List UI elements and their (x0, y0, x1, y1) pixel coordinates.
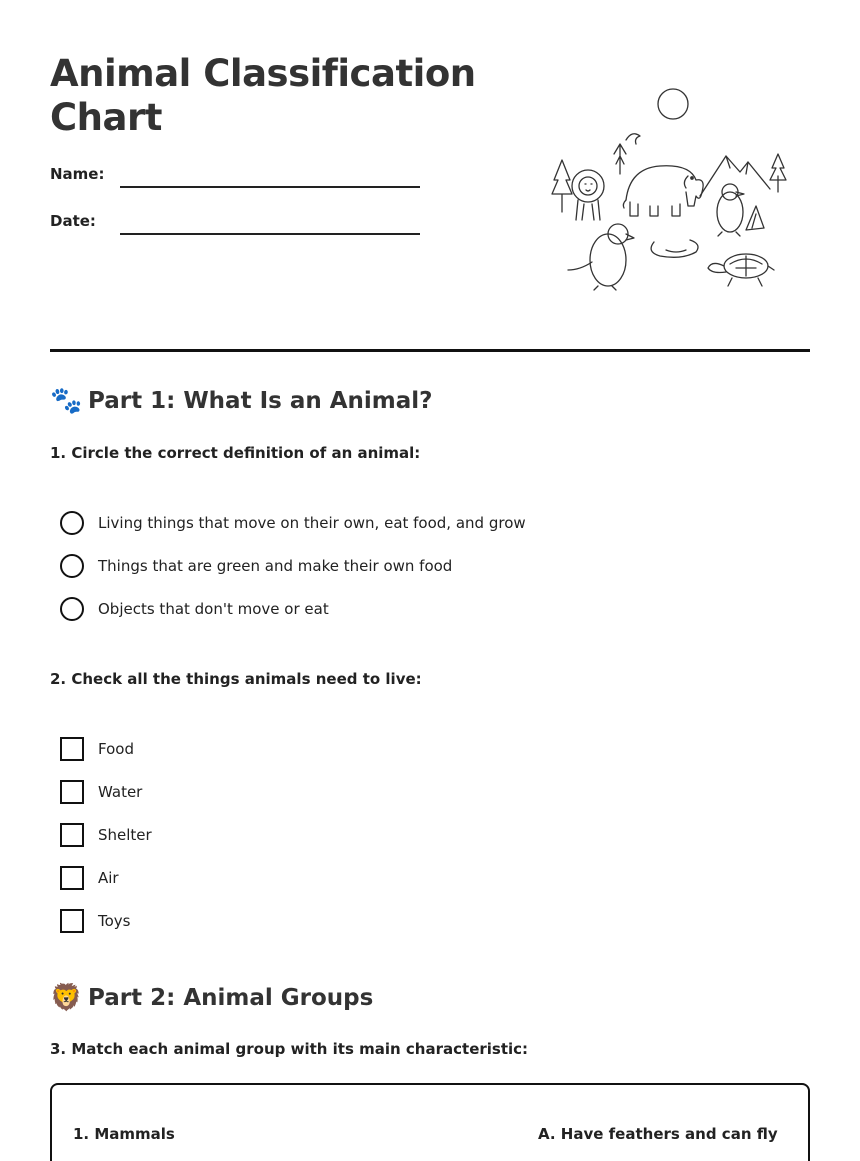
name-input-line[interactable] (120, 186, 420, 188)
q2-option[interactable] (60, 908, 130, 934)
q2-option-label: Food (98, 740, 134, 758)
q2-option[interactable] (60, 865, 119, 891)
match-left-item[interactable]: 1. Mammals (73, 1125, 175, 1143)
q2-option[interactable] (60, 779, 142, 805)
animals-illustration (550, 84, 790, 294)
part2-heading (50, 983, 373, 1013)
name-label: Name: (50, 165, 105, 183)
question-2: 2. Check all the things animals need to live: (50, 670, 422, 688)
matching-box (50, 1083, 810, 1161)
question-1: 1. Circle the correct definition of an animal: (50, 444, 421, 462)
q2-option-label: Toys (98, 912, 131, 930)
page-title: Animal Classification Chart (50, 52, 476, 139)
q2-option-label: Shelter (98, 826, 152, 844)
q2-option-label: Air (98, 869, 119, 887)
section-divider (50, 349, 810, 352)
match-right-item[interactable]: A. Have feathers and can fly (538, 1125, 778, 1143)
name-field (50, 165, 420, 189)
q2-option-label: Water (98, 783, 143, 801)
q1-option-label: Objects that don't move or eat (98, 600, 329, 618)
q1-option-label: Things that are green and make their own food (98, 557, 453, 575)
radio-button[interactable] (60, 597, 84, 621)
question-3: 3. Match each animal group with its main characteristic: (50, 1040, 529, 1058)
checkbox[interactable] (60, 737, 84, 761)
radio-button[interactable] (60, 554, 84, 578)
q2-option[interactable] (60, 822, 152, 848)
q1-option[interactable] (60, 596, 329, 622)
checkbox[interactable] (60, 866, 84, 890)
checkbox[interactable] (60, 909, 84, 933)
date-label: Date: (50, 212, 96, 230)
part1-heading (50, 386, 433, 416)
paw-prints-icon: 🐾 (50, 386, 83, 416)
part2-title: Part 2: Animal Groups (88, 985, 374, 1011)
date-field (50, 212, 420, 236)
radio-button[interactable] (60, 511, 84, 535)
q1-option[interactable] (60, 510, 526, 536)
q2-option[interactable] (60, 736, 134, 762)
worksheet-page (50, 0, 810, 1161)
date-input-line[interactable] (120, 233, 420, 235)
checkbox[interactable] (60, 780, 84, 804)
part1-title: Part 1: What Is an Animal? (88, 388, 433, 414)
checkbox[interactable] (60, 823, 84, 847)
lion-face-icon: 🦁 (50, 983, 83, 1013)
q1-option[interactable] (60, 553, 452, 579)
q1-option-label: Living things that move on their own, eat food, and grow (98, 514, 526, 532)
